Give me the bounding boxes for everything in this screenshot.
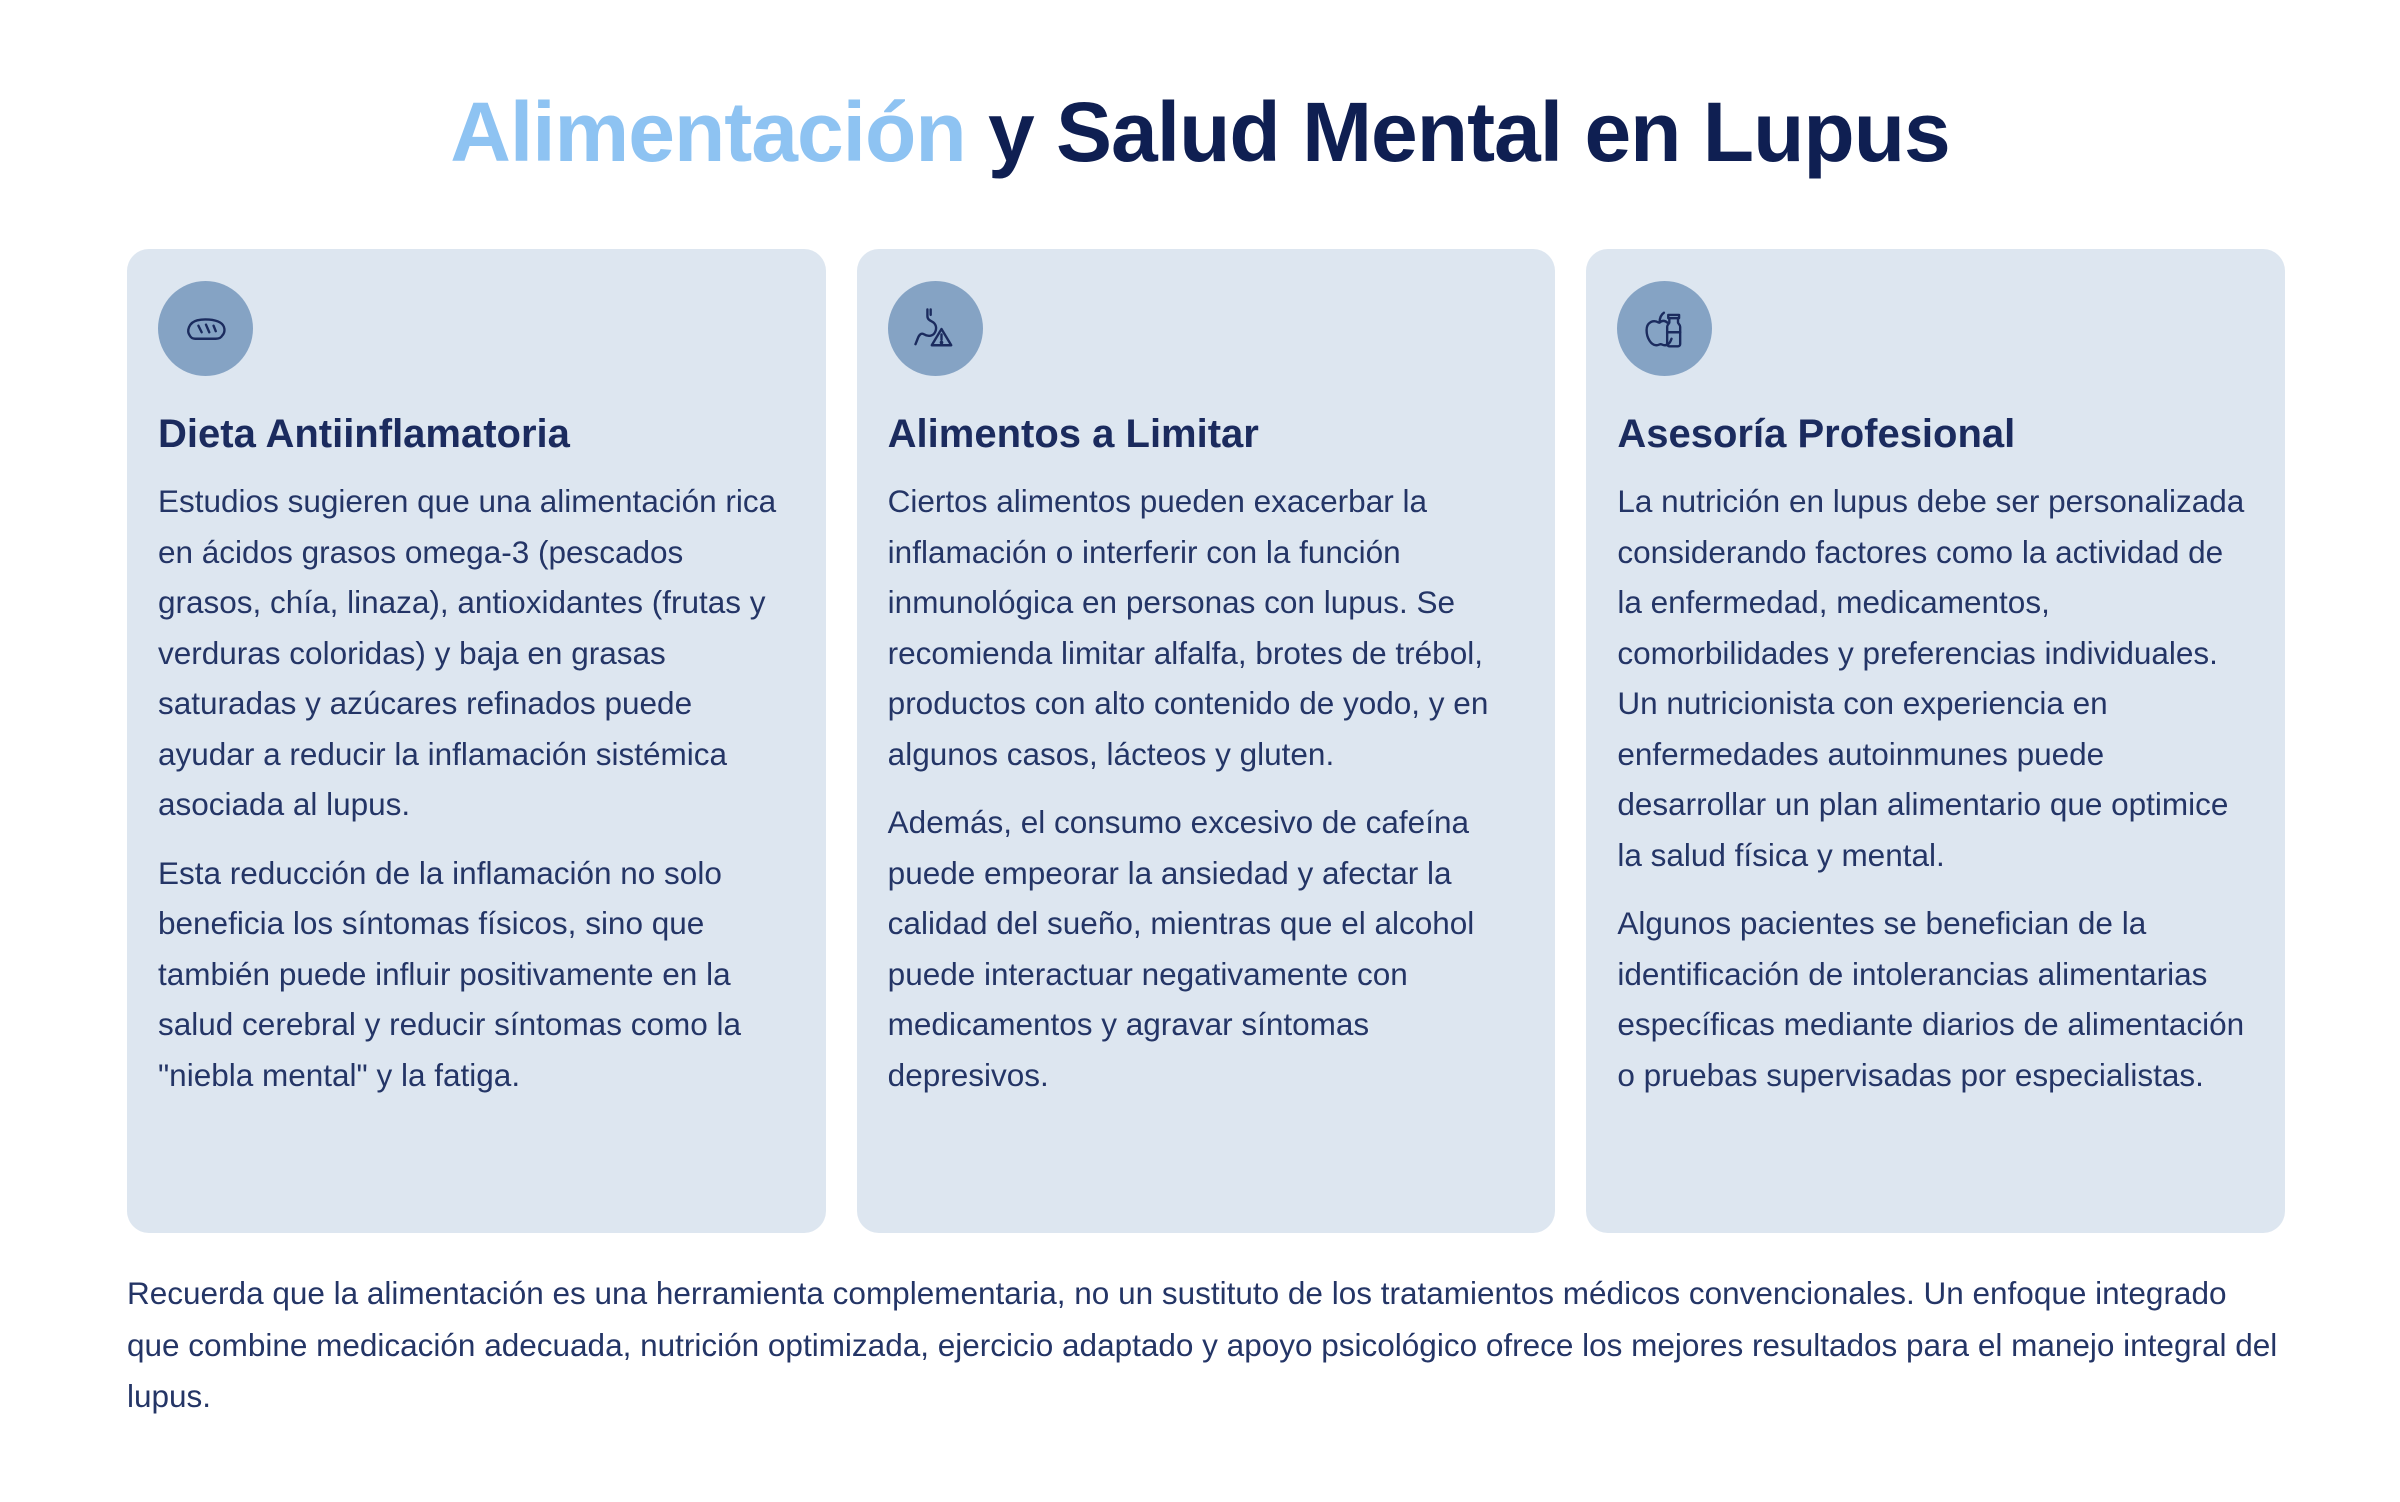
stomach-warning-icon [888, 281, 983, 376]
card-heading: Dieta Antiinflamatoria [158, 412, 570, 456]
card-heading: Alimentos a Limitar [887, 412, 1259, 456]
closing-note: Recuerda que la alimentación es una herramienta complementaria, no un sustituto de los tratamientos médicos convencionales. Un enfoque integrado que combine medicación adecuada, nutrición optimizada, ejercicio adaptado y apoyo psicológico ofrece los mejores resultados para el manejo integral del lupus. [127, 1275, 2278, 1414]
cards-row [127, 249, 2285, 1233]
card-asesoria-profesional [1586, 249, 2285, 1233]
apple-bottle-icon [1617, 281, 1712, 376]
card-paragraph: Estudios sugieren que una alimentación rica en ácidos grasos omega-3 (pescados grasos, chía, linaza), antioxidantes (frutas y verduras coloridas) y baja en grasas saturadas y azúcares refinados puede ayudar a reducir la inflamación sistémica asociada al lupus. [158, 483, 777, 822]
card-paragraph: Además, el consumo excesivo de cafeína puede empeorar la ansiedad y afectar la calidad del sueño, mientras que el alcohol puede interactuar negativamente con medicamentos y agravar síntomas depresivos. [887, 804, 1475, 1093]
page-title [0, 82, 2400, 182]
card-dieta-antiinflamatoria [127, 249, 826, 1233]
card-paragraph: Esta reducción de la inflamación no solo beneficia los síntomas físicos, sino que también puede influir positivamente en la salud cerebral y reducir síntomas como la "niebla mental" y la fatiga. [158, 854, 741, 1093]
title-accent: Alimentación [450, 85, 966, 179]
card-paragraph: La nutrición en lupus debe ser personalizada considerando factores como la actividad de la enfermedad, medicamentos, comorbilidades y preferencias individuales. Un nutricionista con experiencia en enfermedades autoinmunes puede desarrollar un plan alimentario que optimice la salud física y mental. [1617, 483, 2245, 873]
card-heading: Asesoría Profesional [1617, 412, 2016, 456]
card-paragraph: Ciertos alimentos pueden exacerbar la inflamación o interferir con la función inmunológica en personas con lupus. Se recomienda limitar alfalfa, brotes de trébol, productos con alto contenido de yodo, y en algunos casos, lácteos y gluten. [887, 483, 1489, 772]
bread-icon [158, 281, 253, 376]
title-rest: y Salud Mental en Lupus [965, 85, 1950, 179]
card-paragraph: Algunos pacientes se benefician de la identificación de intolerancias alimentarias específicas mediante diarios de alimentación o pruebas supervisadas por especialistas. [1617, 905, 2245, 1093]
card-alimentos-a-limitar [857, 249, 1556, 1233]
